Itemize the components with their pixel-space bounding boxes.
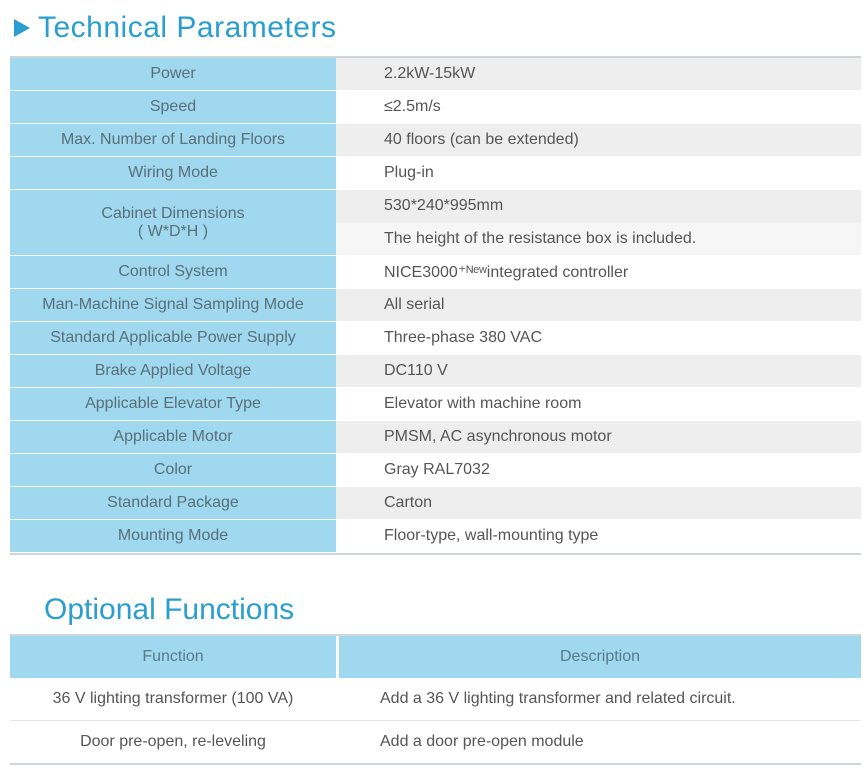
table-header-row <box>10 636 861 678</box>
param-value: Gray RAL7032 <box>336 454 861 487</box>
optional-functions-table <box>10 634 861 765</box>
param-value: NICE3000⁺ᴺᵉʷintegrated controller <box>336 256 861 289</box>
param-value: Plug-in <box>336 157 861 190</box>
table-row <box>10 520 861 553</box>
param-value: All serial <box>336 289 861 322</box>
table-row <box>10 289 861 322</box>
param-value: PMSM, AC asynchronous motor <box>336 421 861 454</box>
technical-parameters-heading <box>14 8 336 48</box>
param-value: Floor-type, wall-mounting type <box>336 520 861 553</box>
table-row <box>10 322 861 355</box>
function-cell: Door pre-open, re-leveling <box>80 733 266 750</box>
triangle-bullet-icon <box>14 19 30 37</box>
description-cell: Add a 36 V lighting transformer and related circuit. <box>380 690 736 707</box>
param-label <box>10 190 336 256</box>
param-label: Color <box>10 454 336 487</box>
param-label: Applicable Elevator Type <box>10 388 336 421</box>
table-row <box>10 720 861 763</box>
column-header-function: Function <box>10 636 339 678</box>
param-value: Three-phase 380 VAC <box>336 322 861 355</box>
table-row <box>10 388 861 421</box>
param-value: 40 floors (can be extended) <box>336 124 861 157</box>
param-value <box>336 190 861 256</box>
technical-parameters-title: Technical Parameters <box>38 11 337 44</box>
table-row <box>10 124 861 157</box>
param-label: Applicable Motor <box>10 421 336 454</box>
param-label: Man-Machine Signal Sampling Mode <box>10 289 336 322</box>
param-label: Wiring Mode <box>10 157 336 190</box>
table-row <box>10 157 861 190</box>
table-row <box>10 58 861 91</box>
table-row <box>10 190 861 256</box>
param-label: Control System <box>10 256 336 289</box>
table-row <box>10 421 861 454</box>
param-value: ≤2.5m/s <box>336 91 861 124</box>
param-value: Carton <box>336 487 861 520</box>
description-cell: Add a door pre-open module <box>380 733 584 750</box>
param-label: Speed <box>10 91 336 124</box>
param-label-line: ( W*D*H ) <box>137 222 209 240</box>
param-label: Mounting Mode <box>10 520 336 553</box>
technical-parameters-table <box>10 56 861 555</box>
param-value: Elevator with machine room <box>336 388 861 421</box>
table-row <box>10 256 861 289</box>
param-value: 2.2kW-15kW <box>336 58 861 91</box>
param-label: Power <box>10 58 336 91</box>
param-label: Max. Number of Landing Floors <box>10 124 336 157</box>
table-row <box>10 355 861 388</box>
param-label-line: Cabinet Dimensions <box>101 204 245 222</box>
param-label: Brake Applied Voltage <box>10 355 336 388</box>
param-label: Standard Applicable Power Supply <box>10 322 336 355</box>
param-value-line: 530*240*995mm <box>384 197 504 215</box>
param-value-note: The height of the resistance box is included. <box>336 223 861 256</box>
table-row <box>10 678 861 720</box>
column-header-description: Description <box>559 648 641 665</box>
param-value: DC110 V <box>336 355 861 388</box>
optional-functions-title: Optional Functions <box>44 593 295 626</box>
table-row <box>10 487 861 520</box>
table-row <box>10 454 861 487</box>
table-row <box>10 91 861 124</box>
function-cell: 36 V lighting transformer (100 VA) <box>52 690 294 707</box>
param-label: Standard Package <box>10 487 336 520</box>
